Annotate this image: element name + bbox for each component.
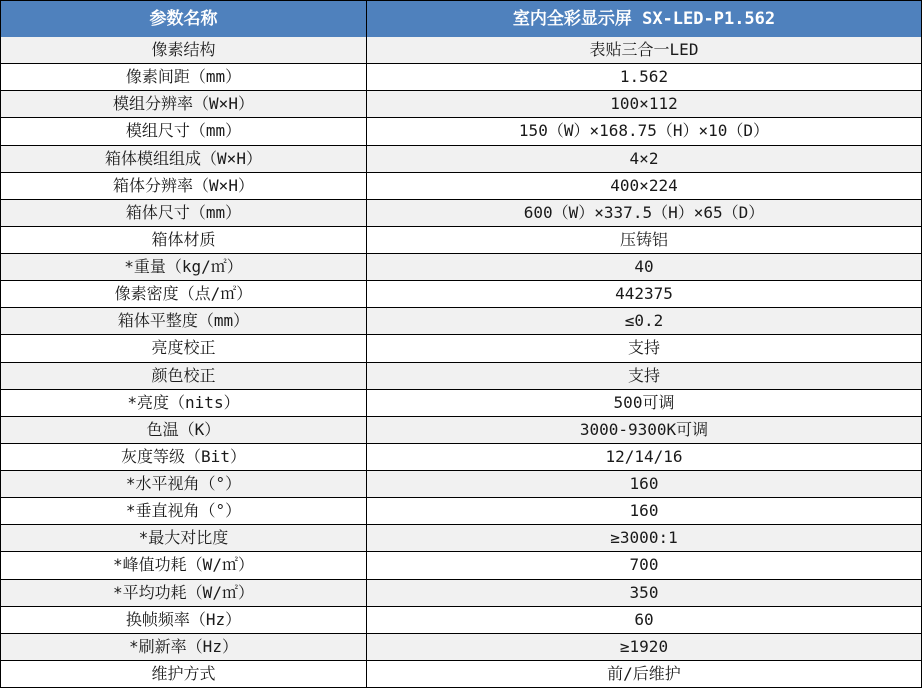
param-value-cell: 160 bbox=[629, 474, 659, 494]
param-name-cell: 灰度等级（Bit） bbox=[1, 444, 367, 470]
param-value-cell: 1.562 bbox=[619, 67, 669, 87]
table-row bbox=[1, 524, 921, 551]
param-name-cell: 色温（K） bbox=[1, 417, 367, 443]
param-name-cell: 像素结构 bbox=[1, 37, 367, 63]
param-value-cell: 支持 bbox=[627, 338, 660, 358]
table-row bbox=[1, 606, 921, 633]
param-name-cell: 箱体材质 bbox=[1, 227, 367, 253]
param-value-cell: 350 bbox=[629, 582, 659, 602]
param-name-cell: *刷新率（Hz） bbox=[1, 634, 367, 660]
param-name-cell: 像素密度（点/㎡） bbox=[1, 281, 367, 307]
param-value-cell: 150（W）×168.75（H）×10（D） bbox=[518, 121, 770, 141]
param-value-cell: 支持 bbox=[627, 365, 660, 385]
table-row bbox=[1, 551, 921, 578]
table-row bbox=[1, 226, 921, 253]
param-name-cell: *重量（kg/㎡） bbox=[1, 254, 367, 280]
param-name-cell: *平均功耗（W/㎡） bbox=[1, 580, 367, 606]
param-value-cell: 400×224 bbox=[610, 175, 678, 195]
param-name-cell: 亮度校正 bbox=[1, 335, 367, 361]
param-value-cell: 40 bbox=[634, 257, 654, 277]
param-value-cell: 500可调 bbox=[613, 392, 675, 412]
param-name-cell: 像素间距（mm） bbox=[1, 64, 367, 90]
param-value-cell: 表贴三合一LED bbox=[589, 40, 699, 60]
param-value-cell: 442375 bbox=[615, 284, 673, 304]
table-row bbox=[1, 579, 921, 606]
table-row bbox=[1, 389, 921, 416]
param-value-cell: 压铸铝 bbox=[619, 229, 668, 249]
param-value-cell: 700 bbox=[629, 555, 659, 575]
param-value-cell: ≤0.2 bbox=[624, 311, 664, 331]
param-name-cell: 维护方式 bbox=[1, 661, 367, 687]
param-name-cell: 模组分辨率（W×H） bbox=[1, 91, 367, 117]
table-row bbox=[1, 90, 921, 117]
param-value-cell: 前/后维护 bbox=[607, 663, 681, 683]
param-value-cell: 60 bbox=[634, 609, 654, 629]
param-value-cell: 160 bbox=[629, 501, 659, 521]
param-name-cell: 箱体分辨率（W×H） bbox=[1, 173, 367, 199]
table-row bbox=[1, 37, 921, 63]
param-name-cell: *最大对比度 bbox=[1, 525, 367, 551]
param-value-cell: 100×112 bbox=[610, 94, 678, 114]
table-row bbox=[1, 145, 921, 172]
table-row bbox=[1, 63, 921, 90]
param-name-cell: 箱体模组组成（W×H） bbox=[1, 146, 367, 172]
param-name-cell: *峰值功耗（W/㎡） bbox=[1, 552, 367, 578]
param-name-cell: 颜色校正 bbox=[1, 363, 367, 389]
table-row bbox=[1, 334, 921, 361]
table-row bbox=[1, 172, 921, 199]
param-name-cell: *亮度（nits） bbox=[1, 390, 367, 416]
param-name-cell: 换帧频率（Hz） bbox=[1, 607, 367, 633]
param-name-cell: 模组尺寸（mm） bbox=[1, 118, 367, 144]
table-row bbox=[1, 470, 921, 497]
table-row bbox=[1, 307, 921, 334]
table-row bbox=[1, 280, 921, 307]
param-value-cell: 3000-9300K可调 bbox=[579, 419, 709, 439]
table-header-row bbox=[1, 1, 921, 37]
param-name-cell: 箱体尺寸（mm） bbox=[1, 200, 367, 226]
param-name-cell: 箱体平整度（mm） bbox=[1, 308, 367, 334]
table-row bbox=[1, 199, 921, 226]
header-product-col: 室内全彩显示屏 SX-LED-P1.562 bbox=[512, 8, 776, 29]
header-param-col: 参数名称 bbox=[1, 1, 367, 37]
param-value-cell: 12/14/16 bbox=[605, 446, 683, 466]
table-row bbox=[1, 443, 921, 470]
param-value-cell: ≥3000:1 bbox=[610, 528, 678, 548]
table-row bbox=[1, 416, 921, 443]
table-row bbox=[1, 660, 921, 687]
table-row bbox=[1, 253, 921, 280]
param-value-cell: 600（W）×337.5（H）×65（D） bbox=[523, 202, 765, 222]
table-row bbox=[1, 117, 921, 144]
param-name-cell: *垂直视角（°） bbox=[1, 498, 367, 524]
table-row bbox=[1, 633, 921, 660]
param-value-cell: ≥1920 bbox=[619, 636, 669, 656]
table-row bbox=[1, 497, 921, 524]
param-name-cell: *水平视角（°） bbox=[1, 471, 367, 497]
table-row bbox=[1, 362, 921, 389]
param-value-cell: 4×2 bbox=[629, 148, 659, 168]
